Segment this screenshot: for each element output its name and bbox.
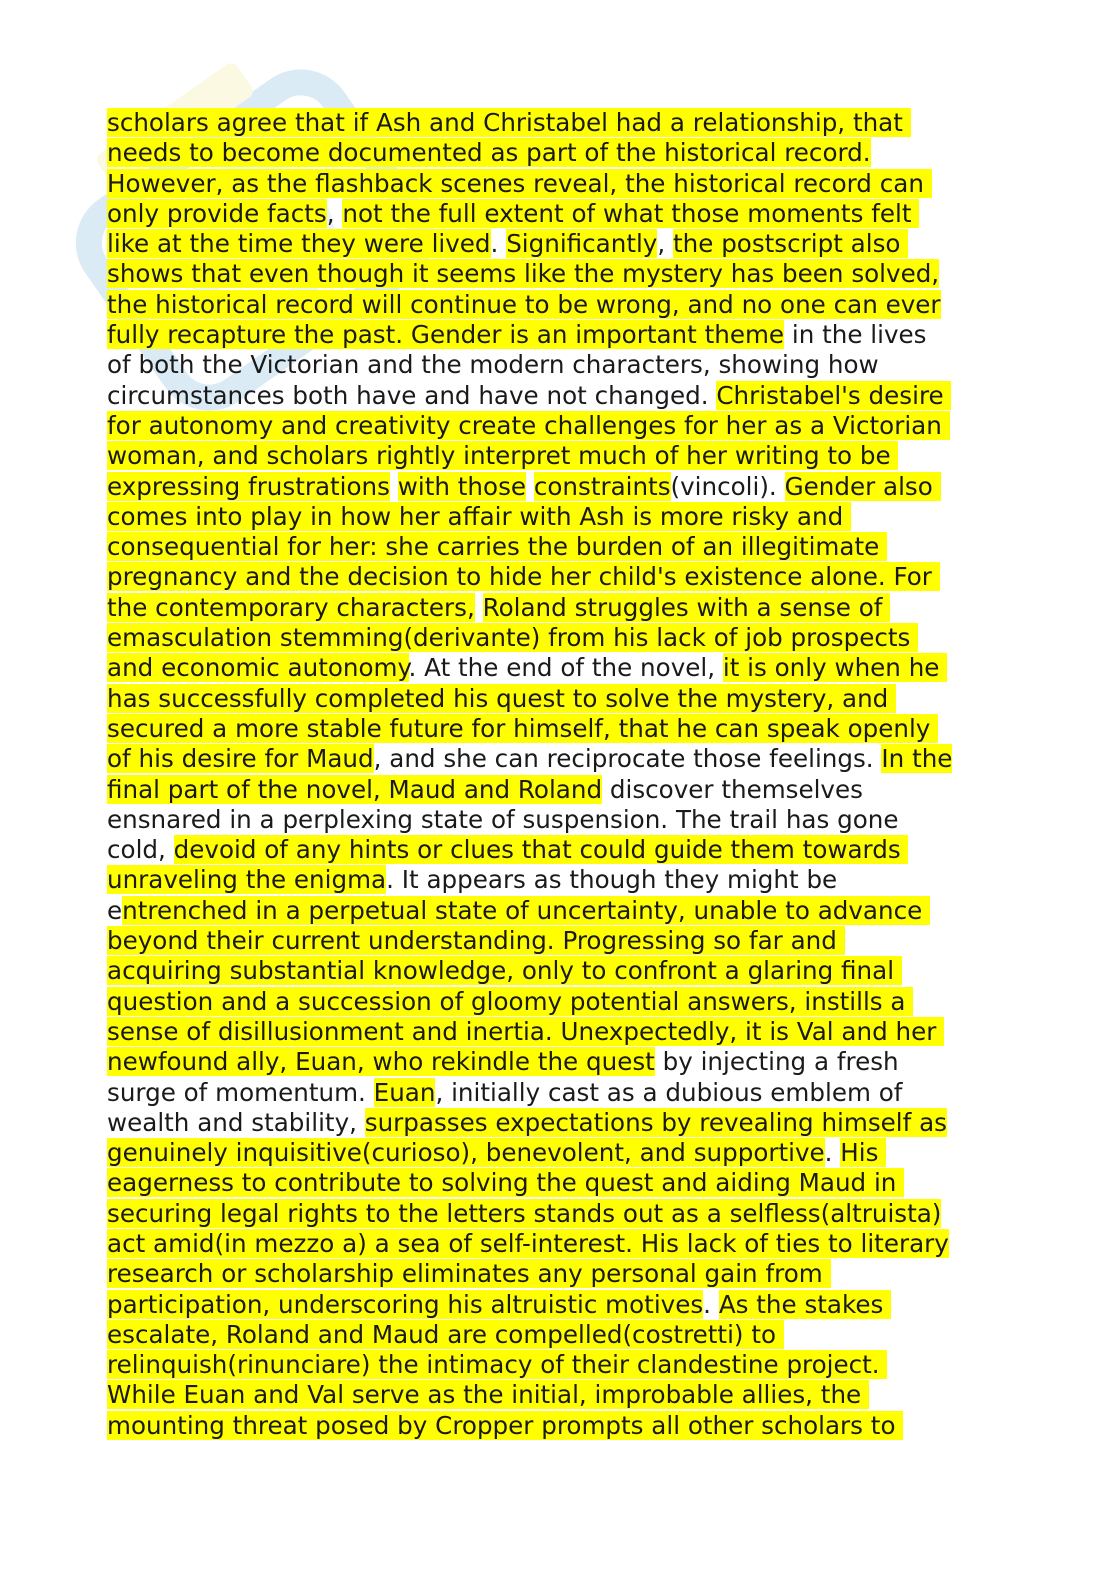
text-line <box>107 411 1027 441</box>
text-line <box>107 1078 1027 1108</box>
highlighted-text: securing legal rights to the letters stands out as a selfless(altruista) <box>107 1198 942 1228</box>
text-line <box>107 1017 1027 1047</box>
highlighted-text: question and a succession of gloomy potential answers, instills a <box>107 986 914 1016</box>
plain-text <box>475 593 483 622</box>
highlighted-text: acquiring substantial knowledge, only to confront a glaring final <box>107 956 902 986</box>
text-line <box>107 835 1027 865</box>
text-line <box>107 290 1027 320</box>
text-line <box>107 653 1027 683</box>
text-line <box>107 320 1027 350</box>
text-line <box>107 502 1027 532</box>
highlighted-text: Christabel's desire <box>716 380 952 410</box>
text-line <box>107 805 1027 835</box>
text-line <box>107 684 1027 714</box>
plain-text: . At the end of the novel, <box>408 653 723 683</box>
highlighted-text: While Euan and Val serve as the initial, improbable allies, the <box>107 1380 869 1410</box>
plain-text: ensnared in a perplexing state of suspension. The trail has gone <box>107 804 899 834</box>
highlighted-text: the contemporary characters, <box>107 592 475 622</box>
highlighted-text: His <box>840 1138 887 1168</box>
plain-text: by injecting a fresh <box>654 1047 899 1077</box>
plain-text <box>390 472 398 501</box>
highlighted-text: Significantly <box>506 229 658 259</box>
text-line <box>107 896 1027 926</box>
plain-text: cold, <box>107 835 174 865</box>
highlighted-text: the historical record will continue to be wrong, and no one can ever <box>107 289 941 319</box>
highlighted-text: expressing frustrations <box>107 471 390 501</box>
text-line <box>107 138 1027 168</box>
text-line <box>107 1259 1027 1289</box>
highlighted-text: consequential for her: she carries the burden of an illegitimate <box>107 532 888 562</box>
text-line <box>107 1411 1027 1441</box>
document-body-text <box>107 108 1027 1441</box>
text-line <box>107 532 1027 562</box>
text-line <box>107 1047 1027 1077</box>
highlighted-text: research or scholarship eliminates any personal gain from <box>107 1259 831 1289</box>
text-line <box>107 956 1027 986</box>
plain-text <box>526 472 534 501</box>
plain-text: , <box>326 198 343 228</box>
highlighted-text: and economic autonomy <box>107 653 409 683</box>
highlighted-text: Roland struggles with a sense of <box>482 592 891 622</box>
plain-text: surge of momentum. <box>107 1077 374 1107</box>
plain-text: (vincoli). <box>670 471 785 501</box>
text-line <box>107 1168 1027 1198</box>
highlighted-text: only provide facts <box>107 198 327 228</box>
highlighted-text: woman, and scholars rightly interpret much of her writing to be <box>107 441 899 471</box>
text-line <box>107 108 1027 138</box>
highlighted-text: In the <box>881 744 953 774</box>
highlighted-text: mounting threat posed by Cropper prompts all other scholars to <box>107 1410 904 1440</box>
text-line <box>107 350 1027 380</box>
highlighted-text: final part of the novel, Maud and Roland <box>107 774 603 804</box>
text-line <box>107 1108 1027 1138</box>
highlighted-text: ntrenched in a perpetual state of uncertainty, unable to advance <box>122 895 931 925</box>
plain-text: of both the Victorian and the modern characters, showing how <box>107 350 879 380</box>
highlighted-text: fully recapture the past. Gender is an important theme <box>107 320 785 350</box>
highlighted-text: escalate, Roland and Maud are compelled(costretti) to <box>107 1319 784 1349</box>
highlighted-text: shows that even though it seems like the mystery has been solved, <box>107 259 940 289</box>
highlighted-text: pregnancy and the decision to hide her child's existence alone. For <box>107 562 940 592</box>
highlighted-text: secured a more stable future for himself, that he can speak openly <box>107 713 939 743</box>
highlighted-text: Euan <box>373 1077 436 1107</box>
highlighted-text: sense of disillusionment and inertia. Unexpectedly, it is Val and her <box>107 1016 945 1046</box>
highlighted-text: of his desire for Maud <box>107 744 374 774</box>
text-line <box>107 987 1027 1017</box>
plain-text: , <box>657 229 674 259</box>
text-line <box>107 199 1027 229</box>
text-line <box>107 259 1027 289</box>
text-line <box>107 775 1027 805</box>
text-line <box>107 593 1027 623</box>
highlighted-text: participation, underscoring his altruistic motives <box>107 1289 704 1319</box>
highlighted-text: emasculation stemming(derivante) from his lack of job prospects <box>107 623 919 653</box>
plain-text: wealth and stability, <box>107 1107 365 1137</box>
text-line <box>107 714 1027 744</box>
plain-text: e <box>107 895 123 925</box>
highlighted-text: scholars agree that if Ash and Christabel had a relationship, that <box>107 108 911 137</box>
highlighted-text: act amid(in mezzo a) a sea of self-interest. His lack of ties to literary <box>107 1228 949 1258</box>
text-line <box>107 1380 1027 1410</box>
text-line <box>107 441 1027 471</box>
text-line <box>107 229 1027 259</box>
text-line <box>107 623 1027 653</box>
highlighted-text: has successfully completed his quest to solve the mystery, and <box>107 683 897 713</box>
highlighted-text: the postscript also <box>673 229 909 259</box>
plain-text: . It appears as though they might be <box>386 865 838 895</box>
highlighted-text: devoid of any hints or clues that could guide them towards <box>173 835 909 865</box>
text-line <box>107 562 1027 592</box>
highlighted-text: comes into play in how her affair with Ash is more risky and <box>107 501 852 531</box>
highlighted-text: needs to become documented as part of the historical record. <box>107 138 871 168</box>
highlighted-text: Gender also <box>784 471 941 501</box>
text-line <box>107 1320 1027 1350</box>
highlighted-text: eagerness to contribute to solving the quest and aiding Maud in <box>107 1168 905 1198</box>
text-line <box>107 1138 1027 1168</box>
highlighted-text: beyond their current understanding. Progressing so far and <box>107 926 845 956</box>
text-line <box>107 1199 1027 1229</box>
highlighted-text: However, as the flashback scenes reveal, the historical record can <box>107 168 932 198</box>
plain-text: circumstances both have and have not changed. <box>107 380 717 410</box>
highlighted-text: surpasses expectations by revealing himself as <box>364 1107 947 1137</box>
plain-text: discover themselves <box>602 774 863 804</box>
highlighted-text: relinquish(rinunciare) the intimacy of their clandestine project. <box>107 1350 888 1380</box>
text-line <box>107 169 1027 199</box>
text-line <box>107 1229 1027 1259</box>
plain-text: , initially cast as a dubious emblem of <box>435 1077 903 1107</box>
highlighted-text: constraints <box>533 471 671 501</box>
text-line <box>107 744 1027 774</box>
plain-text: in the lives <box>784 320 927 350</box>
plain-text: . <box>703 1289 719 1319</box>
text-line <box>107 865 1027 895</box>
plain-text: , and she can reciprocate those feelings. <box>373 744 882 774</box>
text-line <box>107 1290 1027 1320</box>
highlighted-text: with those <box>397 471 527 501</box>
highlighted-text: unraveling the enigma <box>107 865 387 895</box>
text-line <box>107 472 1027 502</box>
text-line <box>107 926 1027 956</box>
plain-text: . <box>824 1138 841 1168</box>
highlighted-text: for autonomy and creativity create challenges for her as a Victorian <box>107 410 950 440</box>
text-line <box>107 381 1027 411</box>
highlighted-text: not the full extent of what those moments felt <box>342 198 920 228</box>
highlighted-text: like at the time they were lived <box>107 229 491 259</box>
highlighted-text: genuinely inquisitive(curioso), benevolent, and supportive <box>107 1138 825 1168</box>
plain-text: . <box>490 229 507 259</box>
highlighted-text: it is only when he <box>722 653 948 683</box>
text-line <box>107 1350 1027 1380</box>
highlighted-text: As the stakes <box>718 1289 892 1319</box>
highlighted-text: newfound ally, Euan, who rekindle the quest <box>107 1047 655 1077</box>
